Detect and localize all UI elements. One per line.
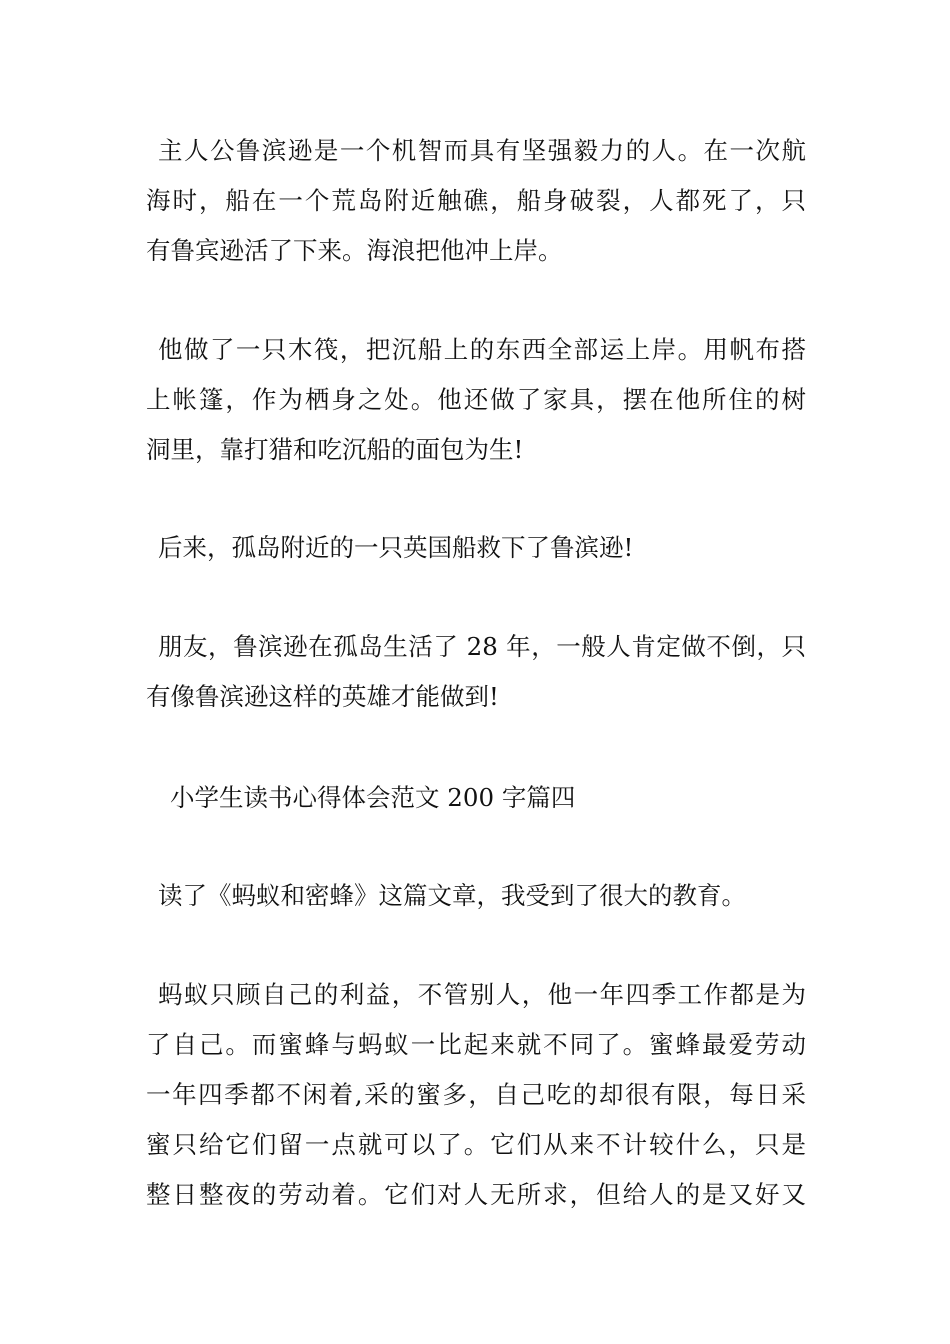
text-line: 朋友，鲁滨逊在孤岛生活了 28 年，一般人肯定做不倒，只 xyxy=(158,632,806,661)
text-line: 蚂蚁只顾自己的利益，不管别人，他一年四季工作都是为 xyxy=(158,980,806,1009)
paragraph-robinson-raft xyxy=(146,325,806,475)
text-line: 他做了一只木筏，把沉船上的东西全部运上岸。用帆布搭 xyxy=(158,335,806,364)
paragraph-robinson-conclusion xyxy=(146,622,806,722)
text-line: 读了《蚂蚁和密蜂》这篇文章，我受到了很大的教育。 xyxy=(158,881,746,910)
text-line: 了自己。而蜜蜂与蚂蚁一比起来就不同了。蜜蜂最爱劳动 xyxy=(146,1030,806,1059)
section-heading xyxy=(146,773,806,823)
paragraph-ant-bee-intro xyxy=(146,871,806,921)
text-line: 海时，船在一个荒岛附近触礁，船身破裂，人都死了，只 xyxy=(146,186,806,215)
text-line: 有鲁宾逊活了下来。海浪把他冲上岸。 xyxy=(146,236,563,265)
paragraph-ant-bee-body xyxy=(146,970,806,1220)
text-line: 上帐篷，作为栖身之处。他还做了家具，摆在他所住的树 xyxy=(146,385,806,414)
text-line: 蜜只给它们留一点就可以了。它们从来不计较什么，只是 xyxy=(146,1130,806,1159)
text-line: 主人公鲁滨逊是一个机智而具有坚强毅力的人。在一次航 xyxy=(158,136,806,165)
paragraph-robinson-intro xyxy=(146,126,806,276)
paragraph-robinson-rescue xyxy=(146,523,806,573)
text-line: 洞里，靠打猎和吃沉船的面包为生! xyxy=(146,435,524,464)
text-line: 后来，孤岛附近的一只英国船救下了鲁滨逊! xyxy=(158,533,634,562)
text-line: 有像鲁滨逊这样的英雄才能做到! xyxy=(146,682,499,711)
section-heading-text: 小学生读书心得体会范文 200 字篇四 xyxy=(170,783,576,812)
text-line: 一年四季都不闲着,采的蜜多，自己吃的却很有限，每日采 xyxy=(146,1080,806,1109)
text-line: 整日整夜的劳动着。它们对人无所求，但给人的是又好又 xyxy=(146,1180,806,1209)
